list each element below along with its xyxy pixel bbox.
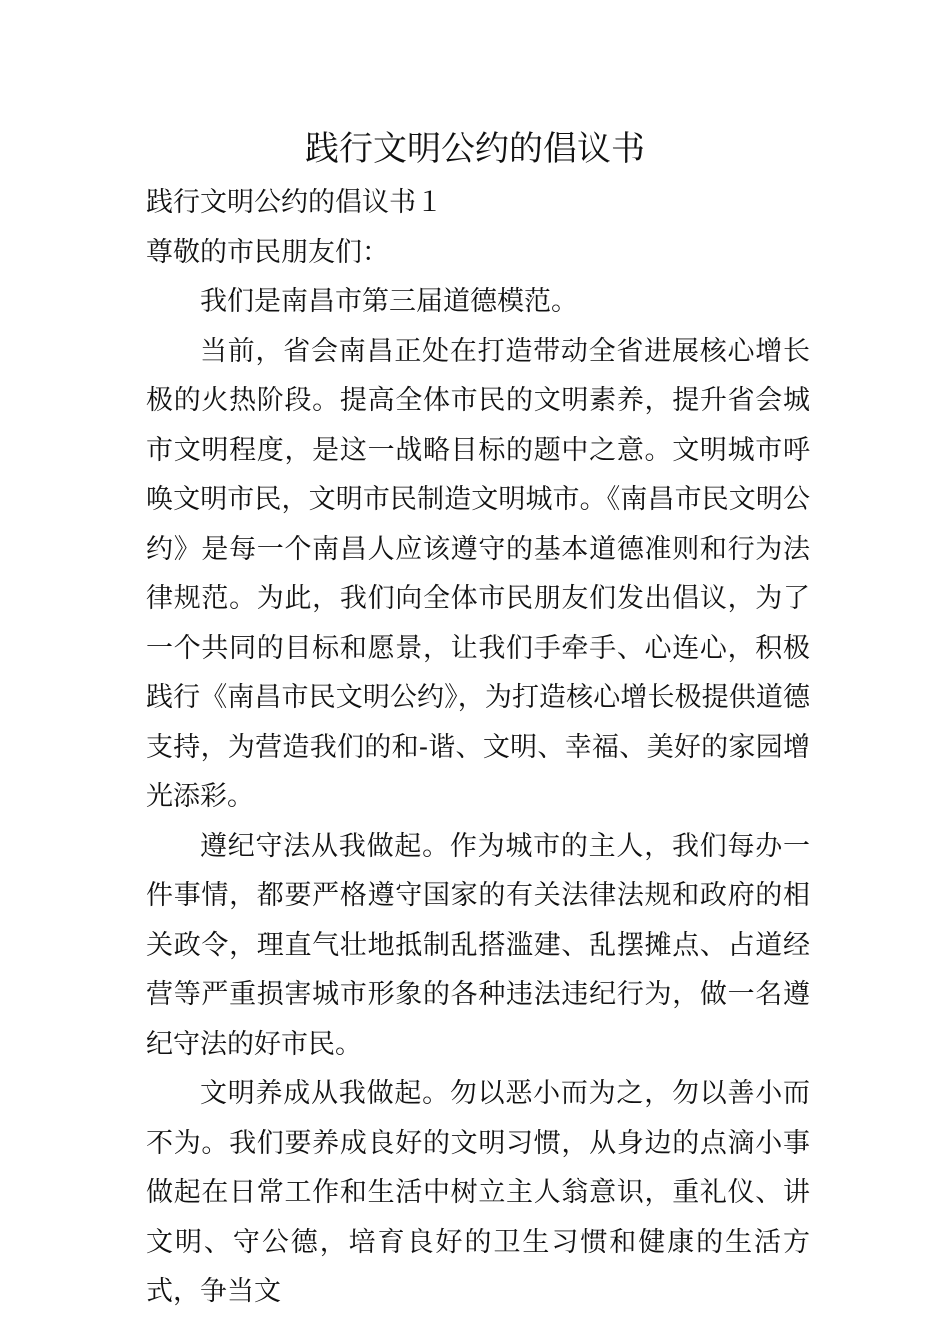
paragraph-law: 遵纪守法从我做起。作为城市的主人，我们每办一件事情，都要严格遵守国家的有关法律法规和政府的相关政令，理直气壮地抵制乱搭滥建、乱摆摊点、占道经营等严重损害城市形象的各种违法违纪行为，做一名遵纪守法的好市民。 xyxy=(146,830,810,1060)
paragraph-civility: 文明养成从我做起。勿以恶小而为之，勿以善小而不为。我们要养成良好的文明习惯，从身边的点滴小事做起在日常工作和生活中树立主人翁意识，重礼仪、讲文明、守公德，培育良好的卫生习惯和健康的生活方式，争当文 xyxy=(146,1078,810,1307)
document-title: 践行文明公约的倡议书 xyxy=(305,129,645,169)
greeting: 尊敬的市民朋友们： xyxy=(146,236,389,268)
document-subtitle: 践行文明公约的倡议书１ xyxy=(146,187,443,218)
document-body xyxy=(146,178,810,1317)
paragraph-context: 当前，省会南昌正处在打造带动全省进展核心增长极的火热阶段。提高全体市民的文明素养，提升省会城市文明程度，是这一战略目标的题中之意。文明城市呼唤文明市民，文明市民制造文明城市。《南昌市民文明公约》是每一个南昌人应该遵守的基本道德准则和行为法律规范。为此，我们向全体市民朋友们发出倡议，为了一个共同的目标和愿景，让我们手牵手、心连心，积极践行《南昌市民文明公约》，为打造核心增长极提供道德支持，为营造我们的和-谐、文明、幸福、美好的家园增光添彩。 xyxy=(146,335,810,812)
paragraph-intro: 我们是南昌市第三届道德模范。 xyxy=(200,286,578,317)
